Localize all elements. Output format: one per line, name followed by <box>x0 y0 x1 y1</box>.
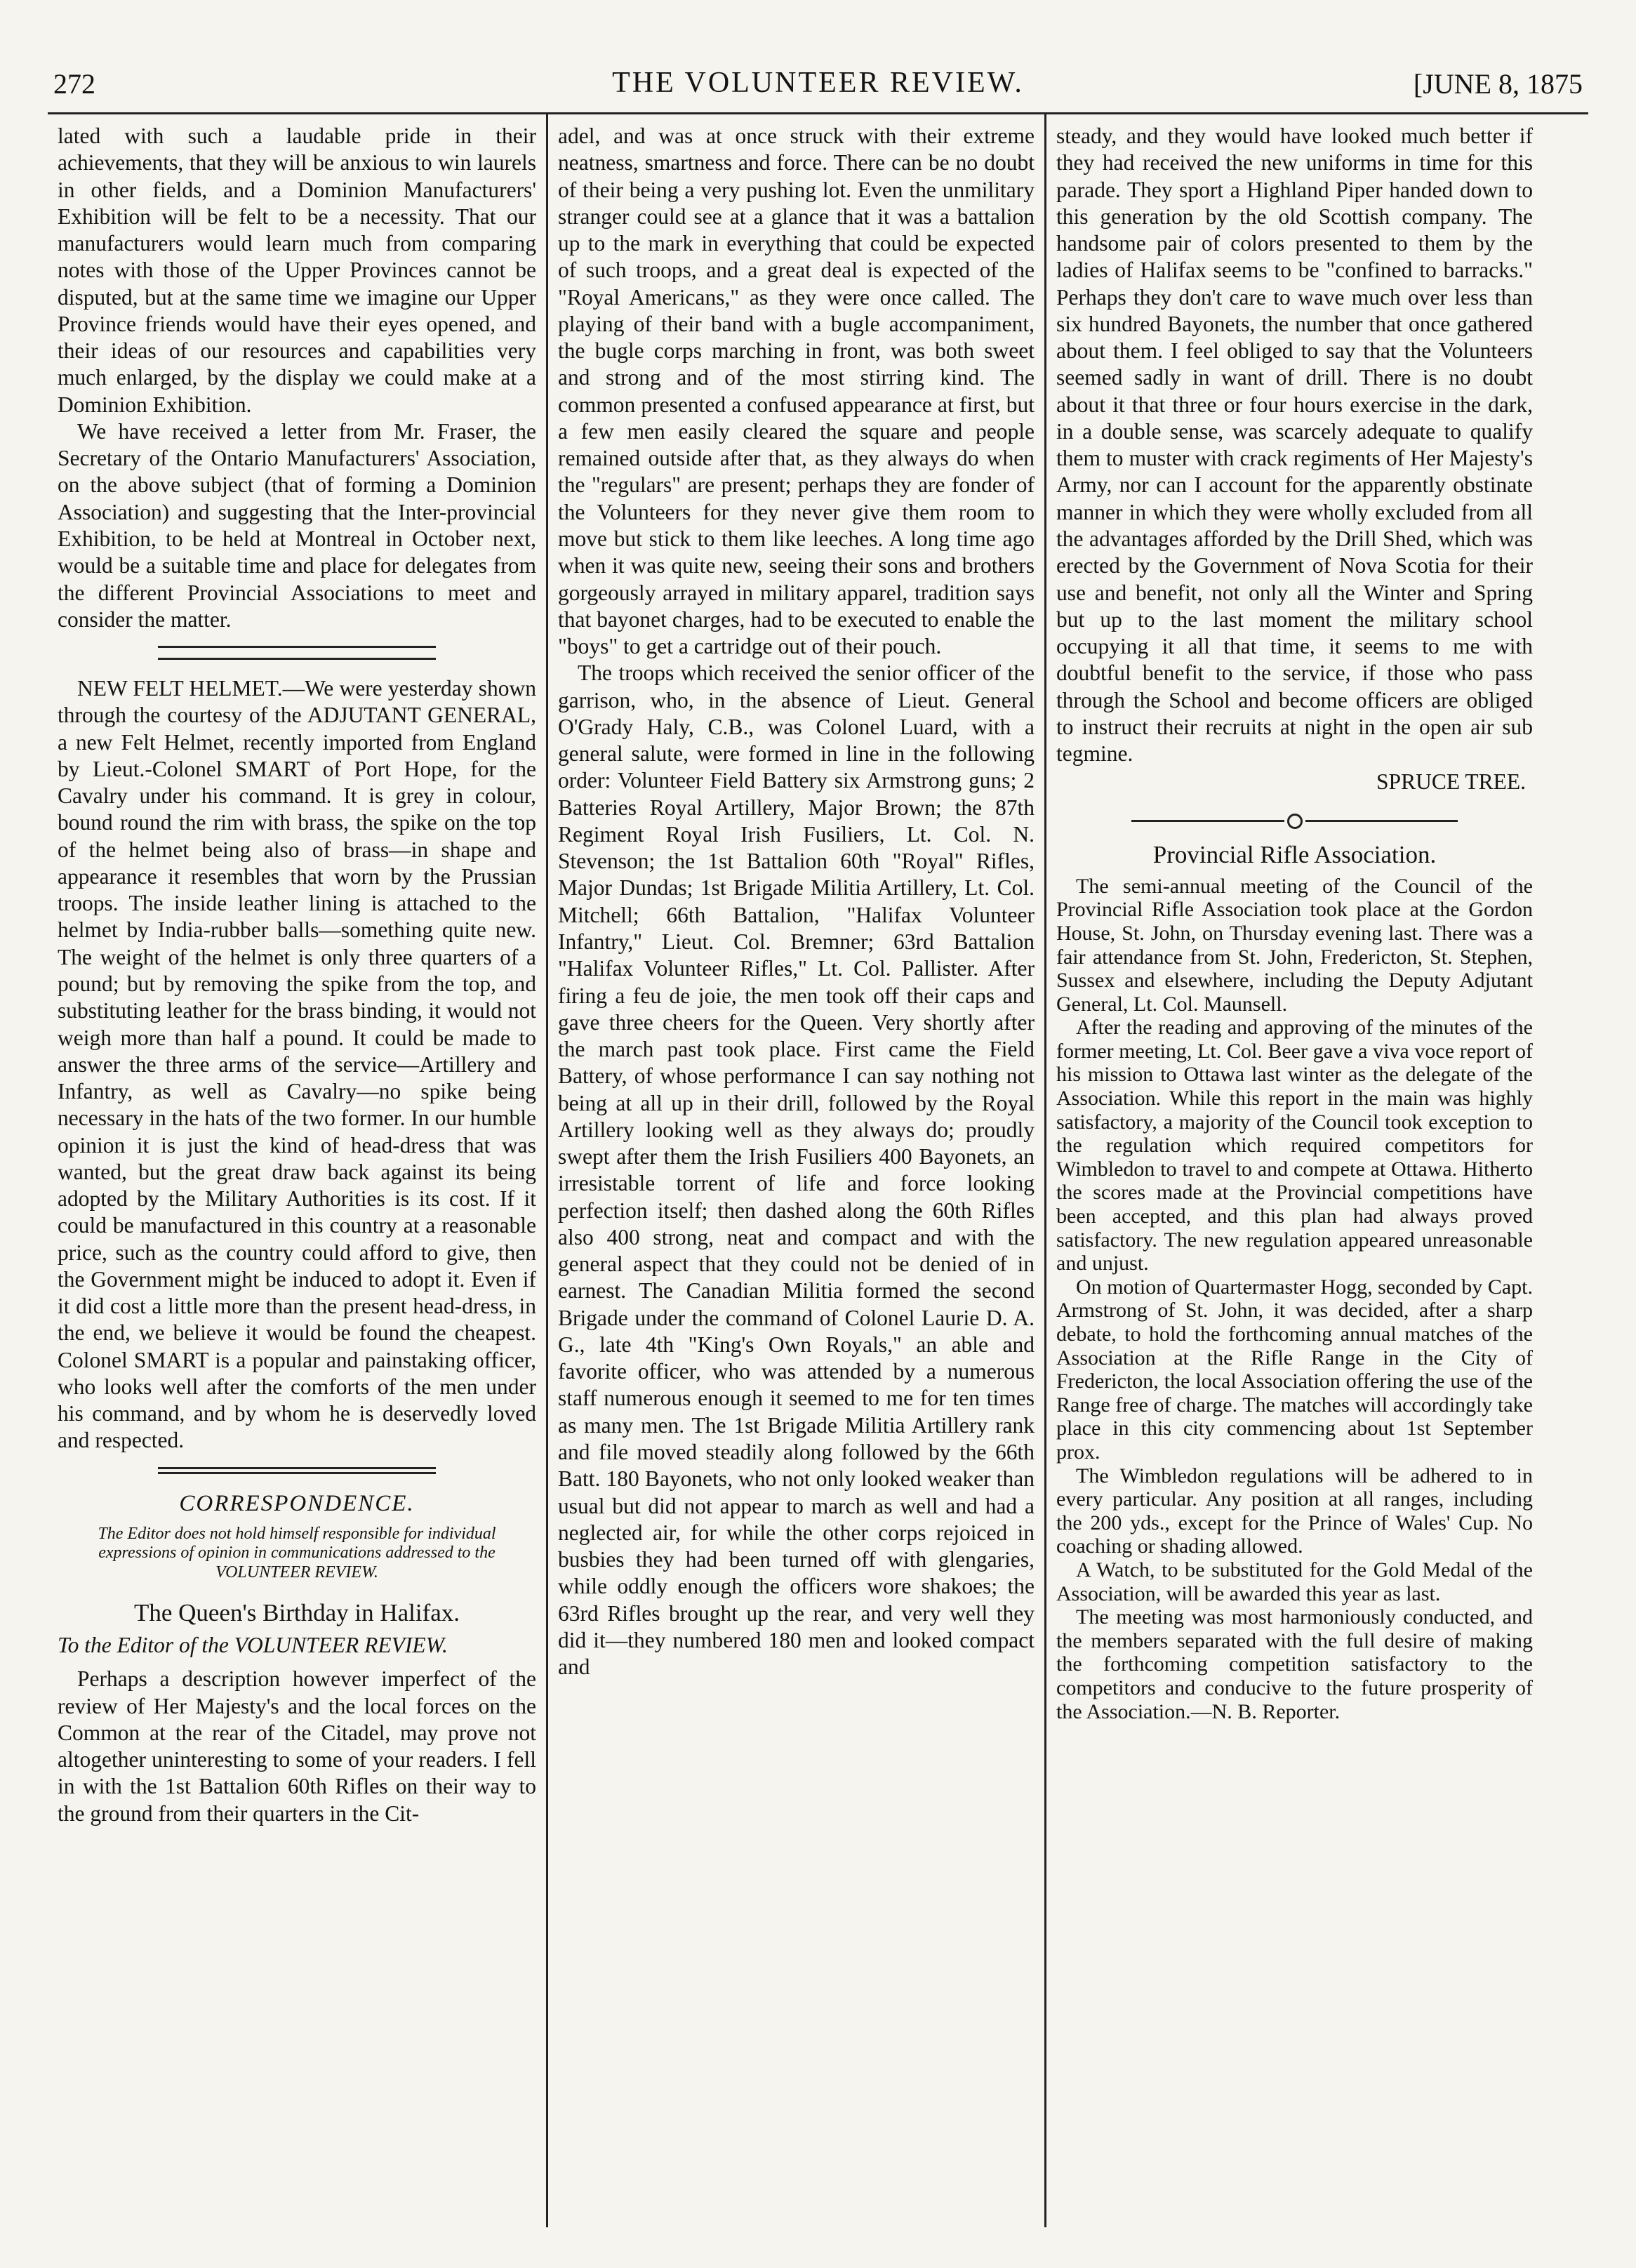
paragraph: The semi-annual meeting of the Council of the Provincial Rifle Association took place at the Gordon House, St. John, on Thursday evening last. There was a fair attendance from St. John, Fredericton, St. Stephen, Sussex and elsewhere, including the Deputy Adjutant General, Lt. Col. Maunsell. <box>1056 874 1533 1016</box>
letter-address: To the Editor of the VOLUNTEER REVIEW. <box>58 1633 448 1658</box>
divider <box>158 646 436 660</box>
letter-title: The Queen's Birthday in Halifax. <box>133 1598 460 1626</box>
issue-date: [JUNE 8, 1875 <box>1413 68 1583 100</box>
paragraph: On motion of Quartermaster Hogg, seconded by Capt. Armstrong of St. John, it was decided, after a sharp debate, to hold the forthcoming annual matches of the Association at the Rifle Range in the City of Fredericton, the local Association offering the use of the Range free of charge. The matches will accordingly take place in this city commencing about 1st September prox. <box>1056 1275 1533 1464</box>
signature: SPRUCE TREE. <box>1376 769 1526 795</box>
editor-disclaimer: The Editor does not hold himself responsible for individual expressions of opinion in communications addressed to the VOLUNTEER REVIEW. <box>98 1524 496 1582</box>
divider <box>158 1467 436 1474</box>
paragraph: The meeting was most harmoniously conducted, and the members separated with the full desire of making the forthcoming competition satisfactory to the competitors and conducive to the future prosperity of the Association.—N. B. Reporter. <box>1056 1605 1533 1723</box>
paragraph: A Watch, to be substituted for the Gold Medal of the Association, will be awarded this year as last. <box>1056 1558 1533 1605</box>
paragraph: steady, and they would have looked much better if they had received the new uniforms in time for this parade. They sport a Highland Piper handed down to this generation by the old Scottish company. The handsome pair of colors presented to them by the ladies of Halifax seems to be "confined to barracks." Perhaps they don't care to wave much over less than six hundred Bayonets, the number that once gathered about them. I feel obliged to say that the Volunteers seemed sadly in want of drill. There is no doubt about it that three or four hours exercise in the dark, in a double sense, was scarcely adequate to qualify them to muster with crack regiments of Her Majesty's Army, nor can I account for the apparently obstinate manner in which they were wholly excluded from all the advantages afforded by the Drill Shed, which was erected by the Government of Nova Scotia for their use and benefit, not only all the Winter and Spring but up to the last moment the military school occupying it all that time, it seems to me with doubtful benefit to the service, if those who pass through the School and become officers are obliged to instruct their recruits at night in the open air sub tegmine. <box>1056 124 1533 767</box>
column-1 <box>48 114 546 2227</box>
rifle-association-heading: Provincial Rifle Association. <box>1152 841 1437 869</box>
paragraph: lated with such a laudable pride in their achievements, that they will be anxious to win laurels in other fields, and a Dominion Manufacturers' Exhibition will be felt to be a necessity. That our manufacturers would learn much from comparing notes with those of the Upper Provinces cannot be disputed, but at the same time we imagine our Upper Province friends would have their eyes opened, and their ideas of our resources and capabilities very much enlarged, by the display we could make at a Dominion Exhibition. <box>58 124 536 417</box>
paragraph: The troops which received the senior officer of the garrison, who, in the absence of Lieut. General O'Grady Haly, C.B., was Colonel Luard, with a general salute, were formed in line in the following order: Volunteer Field Battery six Armstrong guns; 2 Batteries Royal Artillery, Major Brown; the 87th Regiment Royal Irish Fusiliers, Lt. Col. N. Stevenson; the 1st Battalion 60th "Royal" Rifles, Major Dundas; 1st Brigade Militia Artillery, Lt. Col. Mitchell; 66th Battalion, "Halifax Volunteer Infantry," Lieut. Col. Bremner; 63rd Battalion "Halifax Volunteer Rifles," Lt. Col. Pallister. After firing a feu de joie, the men took off their caps and gave three cheers for the Queen. Very shortly after the march past took place. First came the Field Battery, of whose performance I can say nothing not being at all up in their drill, followed by the Royal Artillery looking well as they always do; proudly swept after them the Irish Fusiliers 400 Bayonets, an irresistable torrent of life and force looking perfection itself; then dashed along the 60th Rifles also 400 strong, neat and compact and with the general aspect that they could not be denied of in earnest. The Canadian Militia formed the second Brigade under the command of Colonel Laurie D. A. G., late 4th "King's Own Royals," an able and favorite officer, who was attended by a numerous staff numerous enough it seemed to me for ten times as many men. The 1st Brigade Militia Artillery rank and file moved steadily along followed by the 66th Batt. 180 Bayonets, who not only looked weaker than usual but did not appear to march as well and had a neglected air, for while the other corps rejoiced in busbies they had been turned off with glengaries, while oddly enough the officers wore shakoes; the 63rd Rifles brought up the rear, and very well they did it—they numbered 180 men and looked compact and <box>558 661 1035 1680</box>
column-3 <box>1044 114 1543 2227</box>
page-number: 272 <box>53 68 95 100</box>
paragraph: We have received a letter from Mr. Fraser, the Secretary of the Ontario Manufacturers' Association, on the above subject (that of forming a Dominion Association) and suggesting that the Inter-provincial Exhibition, to be held at Montreal in October next, would be a suitable time and place for delegates from the different Provincial Associations to meet and consider the matter. <box>58 418 536 632</box>
paragraph: adel, and was at once struck with their extreme neatness, smartness and force. There can be no doubt of their being a very pushing lot. Even the unmilitary stranger could see at a glance that it was a battalion up to the mark in everything that could be expected of such troops, and a great deal is expected of the "Royal Americans," as they were once called. The playing of their band with a bugle accompaniment, the bugle corps marching in front, was both sweet and strong and of the most stirring kind. The common presented a confused appearance at first, but a few men easily cleared the square and people remained outside after that, as they always do when the "regulars" are present; perhaps they are fonder of the Volunteers for they never give them room to move but stick to them like leeches. A long time ago when it was quite new, seeing their sons and brothers gorgeously arrayed in military apparel, tradition says that bayonet charges, had to be executed to enable the "boys" to get a cartridge out of their pouch. <box>558 124 1035 659</box>
paragraph-felt-helmet: NEW FELT HELMET.—We were yesterday shown through the courtesy of the ADJUTANT GENERAL, a new Felt Helmet, recently imported from England by Lieut.-Colonel SMART of Port Hope, for the Cavalry under his command. It is grey in colour, bound round the rim with brass, the spike on the top of the helmet being also of brass—in shape and appearance it resembles that worn by the Prussian troops. The inside leather lining is attached to the helmet by India-rubber balls—something quite new. The weight of the helmet is only three quarters of a pound; but by removing the spike from the top, and substituting leather for the brass binding, it would not weigh more than half a pound. It could be made to answer the three arms of the service—Artillery and Infantry, as well as Cavalry—no spike being necessary in the hats of the two former. In our humble opinion it is just the kind of head-dress that was wanted, but the great draw back against its being adopted by the Military Authorities is its cost. If it could be manufactured in this country at a reasonable price, such as the country could afford to give, then the Government might be induced to adopt it. Even if it did cost a little more than the present head-dress, in the end, we believe it would be found the cheapest. Colonel SMART is a popular and painstaking officer, who looks well after the comforts of the men under his command, and by whom he is deservedly loved and respected. <box>58 676 536 1453</box>
correspondence-heading: CORRESPONDENCE. <box>179 1490 415 1516</box>
columns <box>48 114 1588 2227</box>
paragraph: Perhaps a description however imperfect of the review of Her Majesty's and the local forces on the Common at the rear of the Citadel, may prove not altogether uninteresting to some of your readers. I fell in with the 1st Battalion 60th Rifles on their way to the ground from their quarters in the Cit- <box>58 1666 536 1826</box>
publication-title: THE VOLUNTEER REVIEW. <box>612 67 1024 99</box>
column-2 <box>546 114 1044 2227</box>
ornament-divider <box>1056 809 1533 831</box>
paragraph: After the reading and approving of the minutes of the former meeting, Lt. Col. Beer gave a viva voce report of his mission to Ottawa last winter as the delegate of the Association. While this report in the main was highly satisfactory, a majority of the Council took exception to the regulation which required competitors for Wimbledon to travel to and compete at Ottawa. Hitherto the scores made at the Provincial competitions have been accepted, and this plan had always proved satisfactory. The new regulation appeared unreasonable and unjust. <box>1056 1016 1533 1275</box>
page-header <box>48 63 1588 114</box>
paragraph: The Wimbledon regulations will be adhered to in every particular. Any position at all ranges, including the 200 yds., except for the Prince of Wales' Cup. No coaching or shading allowed. <box>1056 1464 1533 1558</box>
